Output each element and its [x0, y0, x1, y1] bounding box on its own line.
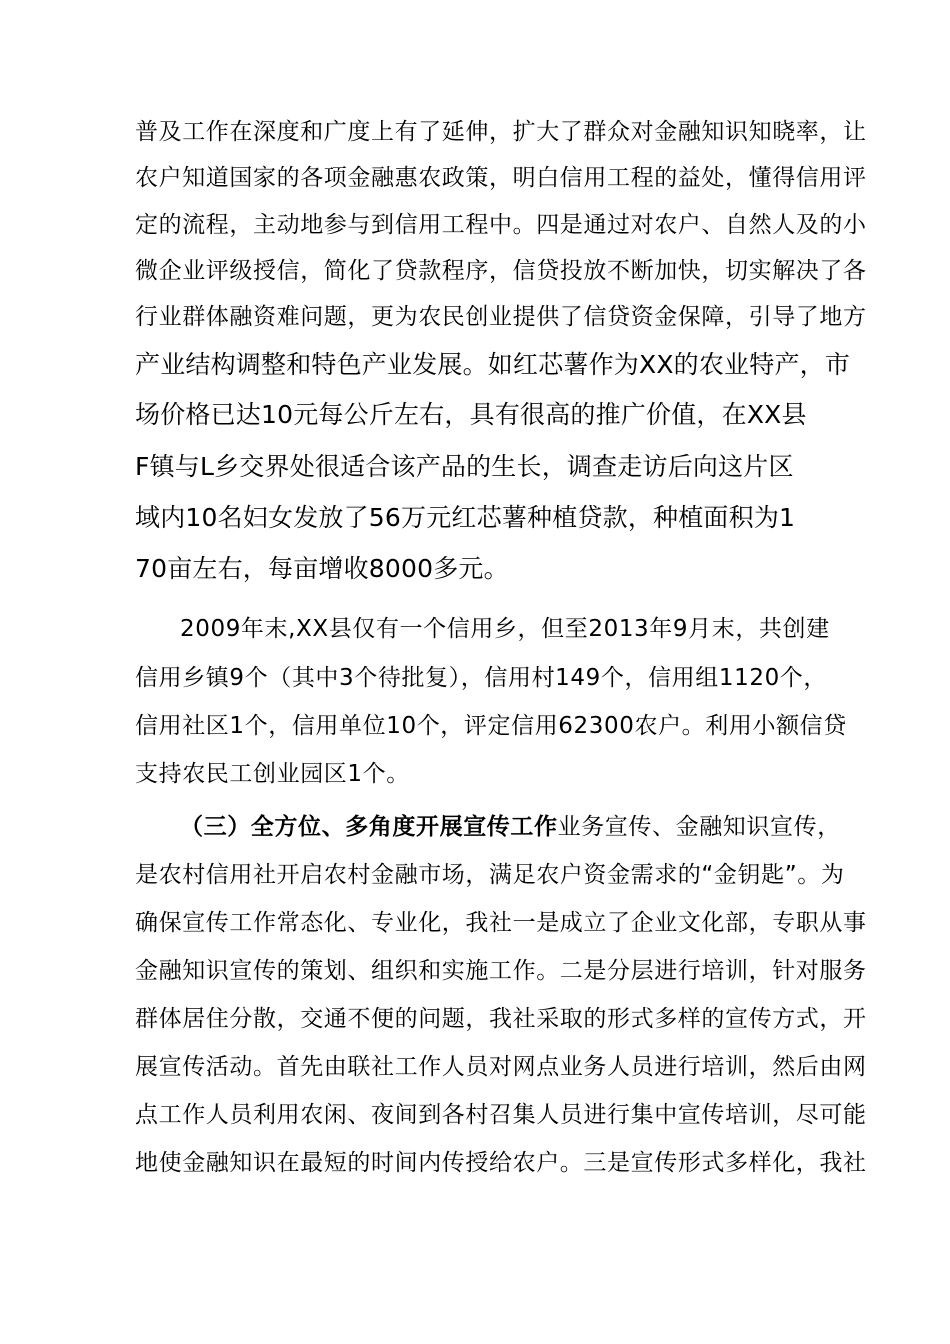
- section-3-first-line: [180, 812, 841, 842]
- paragraph-1-line-3: 定的流程，主动地参与到信用工程中。四是通过对农户、自然人及的小: [135, 212, 867, 238]
- section-3-line-4: 金融知识宣传的策划、组织和实施工作。二是分层进行培训，针对服务: [135, 958, 867, 984]
- paragraph-1-line-2: 农户知道国家的各项金融惠农政策，明白信用工程的益处，懂得信用评: [135, 165, 867, 191]
- paragraph-1-line-8: F镇与L乡交界处很适合该产品的生长，调查走访后向这片区: [135, 452, 794, 481]
- paragraph-2-line-1: 2009年末,XX县仅有一个信用乡，但至2013年9月末，共创建: [180, 616, 830, 642]
- paragraph-1-line-10: 70亩左右，每亩增收8000多元。: [135, 554, 509, 583]
- paragraph-1-line-9: 域内10名妇女发放了56万元红芯薯种植贷款，种植面积为1: [135, 503, 796, 532]
- section-3-line-2: 是农村信用社开启农村金融市场，满足农户资金需求的“金钥匙”。为: [135, 862, 845, 888]
- section-3-line-6: 展宣传活动。首先由联社工作人员对网点业务人员进行培训，然后由网: [135, 1054, 867, 1080]
- paragraph-1-line-1: 普及工作在深度和广度上有了延伸，扩大了群众对金融知识知晓率，让: [135, 119, 867, 145]
- paragraph-1-line-4: 微企业评级授信，简化了贷款程序，信贷投放不断加快，切实解决了各: [135, 258, 867, 284]
- section-3-first-line-text: 业务宣传、金融知识宣传，: [557, 814, 841, 840]
- section-3-heading: （三）全方位、多角度开展宣传工作: [180, 814, 558, 840]
- section-3-line-3: 确保宣传工作常态化、专业化，我社一是成立了企业文化部，专职从事: [135, 910, 867, 936]
- paragraph-2-line-4: 支持农民工创业园区1个。: [135, 761, 410, 787]
- paragraph-1-line-7: 场价格已达10元每公斤左右，具有很高的推广价值，在XX县: [135, 400, 807, 429]
- section-3-line-5: 群体居住分散，交通不便的问题，我社采取的形式多样的宣传方式，开: [135, 1006, 867, 1032]
- paragraph-2-line-3: 信用社区1个，信用单位10个，评定信用62300农户。利用小额信贷: [135, 713, 847, 739]
- paragraph-1-line-6: 产业结构调整和特色产业发展。如红芯薯作为XX的农业特产，市: [135, 350, 851, 379]
- paragraph-2-line-2: 信用乡镇9个（其中3个待批复），信用村149个，信用组1120个，: [135, 665, 827, 691]
- paragraph-1-line-5: 行业群体融资难问题，更为农民创业提供了信贷资金保障，引导了地方: [135, 304, 867, 330]
- section-3-line-8: 地使金融知识在最短的时间内传授给农户。三是宣传形式多样化，我社: [135, 1150, 867, 1176]
- section-3-line-7: 点工作人员利用农闲、夜间到各村召集人员进行集中宣传培训，尽可能: [135, 1102, 867, 1128]
